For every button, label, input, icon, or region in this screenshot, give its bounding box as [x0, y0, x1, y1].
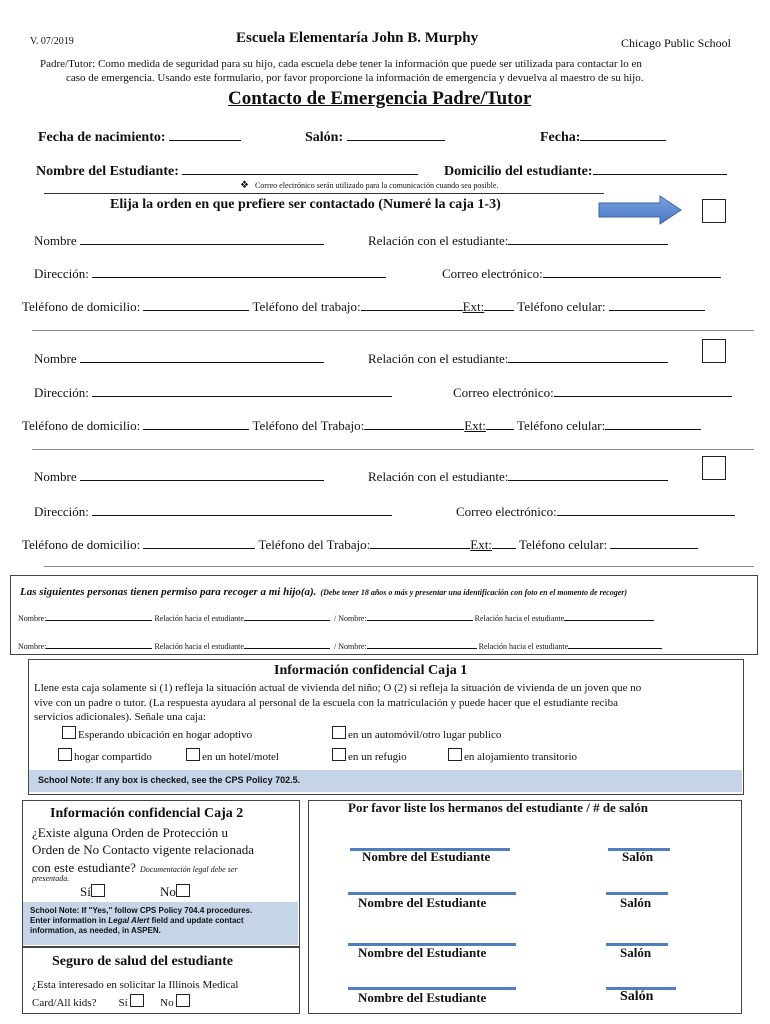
contact-1-name-field[interactable] — [80, 232, 324, 245]
contact-2-cell-field[interactable] — [605, 417, 701, 430]
transitional-checkbox[interactable] — [448, 748, 462, 761]
contact-1-home-phone-field[interactable] — [143, 298, 249, 311]
contact-3-home-phone-label: Teléfono de domicilio: — [22, 537, 141, 552]
contact-2-work-phone-label: Teléfono del Trabajo: — [252, 418, 365, 433]
pickup-heading: Las siguientes personas tienen permiso para recoger a mi hijo(a). — [20, 586, 317, 598]
dob-field[interactable] — [169, 128, 241, 141]
insurance-yes-checkbox[interactable] — [130, 994, 144, 1007]
divider — [44, 566, 754, 567]
date-label: Fecha: — [540, 130, 581, 145]
insurance-yes-label: Sí — [118, 997, 128, 1009]
contact-1-home-phone-label: Teléfono de domicilio: — [22, 299, 141, 314]
intro-text: caso de emergencia. Usando este formulario, por favor proporcione la información de emergencia y devuelva al maestro de su hijo. — [66, 72, 644, 84]
dob-label: Fecha de nacimiento: — [38, 130, 166, 145]
pickup-heading-note: (Debe tener 18 años o más y presentar una identificación con foto en el momento de recoger) — [320, 588, 628, 597]
contact-1-cell-field[interactable] — [609, 298, 705, 311]
student-name-field[interactable] — [182, 162, 418, 175]
sibling-2-room-label: Salón — [620, 895, 652, 910]
contact-2-name-label: Nombre — [34, 351, 77, 366]
contact-1-order-box[interactable] — [702, 199, 726, 223]
legal-document-note: presentada. — [32, 874, 70, 883]
insurance-question: Card/All kids? — [32, 997, 97, 1009]
room-field[interactable] — [347, 128, 445, 141]
contact-1-address-field[interactable] — [92, 265, 386, 278]
pickup-3-name-field[interactable] — [46, 640, 152, 649]
pickup-3-relation-field[interactable] — [244, 640, 330, 649]
district-name: Chicago Public School — [621, 36, 731, 50]
contact-2-name-field[interactable] — [80, 350, 324, 363]
contact-2-ext-field[interactable] — [486, 417, 514, 430]
confidential-box-1-text: Llene esta caja solamente si (1) refleja la situación actual de vivienda del niño; O (2) si refleja la situación de vivienda de un joven que no — [34, 682, 642, 694]
contact-3-home-phone-field[interactable] — [143, 536, 255, 549]
insurance-no-checkbox[interactable] — [176, 994, 190, 1007]
contact-3-relation-field[interactable] — [508, 468, 668, 481]
confidential-box-1-text: vive con un padre o tutor. (La respuesta ayudara al personal de la escuela con la matriculación y puede hacer que el estudiante reciba — [34, 697, 618, 709]
contact-3-work-phone-field[interactable] — [370, 536, 470, 549]
contact-2-address-label: Dirección: — [34, 385, 89, 400]
intro-text: Padre/Tutor: Como medida de seguridad para su hijo, cada escuela debe tener la información que puede ser utilizada para contactar lo en — [40, 58, 642, 70]
contact-2-home-phone-field[interactable] — [143, 417, 249, 430]
protection-order-question: ¿Existe alguna Orden de Protección u — [32, 825, 229, 840]
pickup-1-relation-field[interactable] — [244, 612, 330, 621]
contact-3-ext-field[interactable] — [492, 536, 516, 549]
legal-document-note: Documentación legal debe ser — [139, 865, 238, 874]
pickup-separator: / — [333, 614, 337, 623]
protection-order-question: con este estudiante? — [32, 860, 136, 875]
pickup-relation-label: Relación hacia el estudiante — [154, 614, 244, 623]
contact-2-ext-label: Ext: — [464, 418, 486, 433]
contact-3-email-field[interactable] — [557, 503, 735, 516]
contact-3-relation-label: Relación con el estudiante: — [368, 469, 509, 484]
contact-1-cell-label: Teléfono celular: — [517, 299, 606, 314]
insurance-no-label: No — [160, 997, 174, 1009]
contact-2-home-phone-label: Teléfono de domicilio: — [22, 418, 141, 433]
sibling-3-room-label: Salón — [620, 945, 652, 960]
arrow-right-icon — [598, 195, 682, 225]
contact-1-relation-label: Relación con el estudiante: — [368, 233, 509, 248]
contact-3-cell-field[interactable] — [610, 536, 698, 549]
transitional-option-label: en alojamiento transitorio — [464, 751, 578, 763]
divider — [44, 193, 604, 194]
pickup-separator: / — [333, 642, 337, 651]
school-name: Escuela Elementaría John B. Murphy — [236, 30, 479, 46]
pickup-1-name-field[interactable] — [46, 612, 152, 621]
bullet-icon: ❖ — [240, 180, 249, 191]
pickup-name-label: Nombre: — [338, 614, 367, 623]
confidential-box-2-title: Información confidencial Caja 2 — [50, 806, 244, 821]
car-option-label: en un automóvil/otro lugar publico — [348, 729, 502, 741]
contact-1-ext-field[interactable] — [484, 298, 514, 311]
contact-3-cell-label: Teléfono celular: — [518, 537, 608, 552]
shared-housing-option-label: hogar compartido — [74, 751, 152, 763]
email-note: Correo electrónico serán utilizado para la comunicación cuando sea posible. — [254, 181, 499, 190]
pickup-2-relation-field[interactable] — [564, 612, 654, 621]
hotel-option-label: en un hotel/motel — [202, 751, 279, 763]
contact-1-email-field[interactable] — [543, 265, 721, 278]
contact-3-email-label: Correo electrónico: — [456, 504, 557, 519]
foster-checkbox[interactable] — [62, 726, 76, 739]
shelter-option-label: en un refugio — [348, 751, 407, 763]
sibling-3-name-label: Nombre del Estudiante — [358, 945, 487, 960]
school-note-box-2: School Note: If "Yes," follow CPS Policy 704.4 procedures. — [30, 906, 253, 915]
car-checkbox[interactable] — [332, 726, 346, 739]
contact-1-ext-label: Ext: — [462, 299, 485, 314]
pickup-name-label: Nombre: — [338, 642, 367, 651]
insurance-question: ¿Esta interesado en solicitar la Illinois Medical — [32, 979, 239, 991]
siblings-heading: Por favor liste los hermanos del estudiante / # de salón — [348, 800, 648, 815]
pickup-4-name-field[interactable] — [367, 640, 477, 649]
contact-1-address-label: Dirección: — [34, 266, 89, 281]
contact-2-relation-label: Relación con el estudiante: — [368, 351, 509, 366]
contact-3-address-field[interactable] — [92, 503, 392, 516]
hotel-checkbox[interactable] — [186, 748, 200, 761]
pickup-relation-label: Relación hacia el estudiante — [154, 642, 244, 651]
pickup-4-relation-field[interactable] — [568, 640, 662, 649]
date-field[interactable] — [580, 128, 666, 141]
contact-1-name-label: Nombre — [34, 233, 77, 248]
school-note-box-2: Enter information in Legal Alert field and update contact — [30, 916, 244, 925]
pickup-2-name-field[interactable] — [367, 612, 473, 621]
student-name-label: Nombre del Estudiante: — [36, 164, 179, 179]
protection-yes-checkbox[interactable] — [91, 884, 105, 897]
contact-1-work-phone-label: Teléfono del trabajo: — [252, 299, 361, 314]
confidential-box-1-text: servicios adicionales). Señale una caja: — [34, 711, 206, 723]
insurance-title: Seguro de salud del estudiante — [52, 954, 233, 969]
contact-3-work-phone-label: Teléfono del Trabajo: — [258, 537, 371, 552]
divider — [32, 330, 754, 331]
contact-2-order-box[interactable] — [702, 339, 726, 363]
contact-1-work-phone-field[interactable] — [361, 298, 463, 311]
room-label: Salón: — [305, 130, 344, 145]
contact-2-relation-field[interactable] — [508, 350, 668, 363]
pickup-name-label: Nombre: — [18, 642, 47, 651]
sibling-2-name-label: Nombre del Estudiante — [358, 895, 487, 910]
contact-2-work-phone-field[interactable] — [364, 417, 464, 430]
school-note-box-1: School Note: If any box is checked, see the CPS Policy 702.5. — [38, 775, 301, 785]
contact-3-order-box[interactable] — [702, 456, 726, 480]
foster-option-label: Esperando ubicación en hogar adoptivo — [78, 729, 253, 741]
contact-3-ext-label: Ext: — [470, 537, 492, 552]
sibling-1-room-label: Salón — [622, 849, 654, 864]
contact-2-address-field[interactable] — [92, 384, 392, 397]
form-title: Contacto de Emergencia Padre/Tutor — [228, 88, 532, 109]
protection-no-checkbox[interactable] — [176, 884, 190, 897]
student-address-field[interactable] — [593, 162, 727, 175]
protection-no-label: No — [160, 884, 176, 899]
contact-2-email-label: Correo electrónico: — [453, 385, 554, 400]
contact-order-instruction: Elija la orden en que prefiere ser contactado (Numeré la caja 1-3) — [110, 197, 501, 212]
contact-1-relation-field[interactable] — [508, 232, 668, 245]
pickup-relation-label: Relación hacia el estudiante — [474, 614, 565, 623]
sibling-1-name-label: Nombre del Estudiante — [362, 849, 491, 864]
contact-3-name-field[interactable] — [80, 468, 324, 481]
contact-2-email-field[interactable] — [554, 384, 732, 397]
pickup-relation-label: Relación hacia el estudiante — [478, 642, 569, 651]
protection-yes-label: Sí — [80, 884, 91, 899]
divider — [32, 449, 754, 450]
sibling-4-name-label: Nombre del Estudiante — [358, 990, 487, 1005]
student-address-label: Domicilio del estudiante: — [444, 164, 593, 179]
school-note-box-2: information, as needed, in ASPEN. — [30, 926, 161, 935]
contact-3-address-label: Dirección: — [34, 504, 89, 519]
pickup-name-label: Nombre: — [18, 614, 47, 623]
protection-order-question: Orden de No Contacto vigente relacionada — [32, 842, 254, 857]
contact-1-email-label: Correo electrónico: — [442, 266, 543, 281]
sibling-4-room-label: Salón — [620, 989, 654, 1004]
shelter-checkbox[interactable] — [332, 748, 346, 761]
contact-2-cell-label: Teléfono celular: — [516, 418, 606, 433]
confidential-box-1-title: Información confidencial Caja 1 — [274, 663, 468, 678]
form-version: V. 07/2019 — [30, 36, 74, 47]
shared-housing-checkbox[interactable] — [58, 748, 72, 761]
contact-3-name-label: Nombre — [34, 469, 77, 484]
